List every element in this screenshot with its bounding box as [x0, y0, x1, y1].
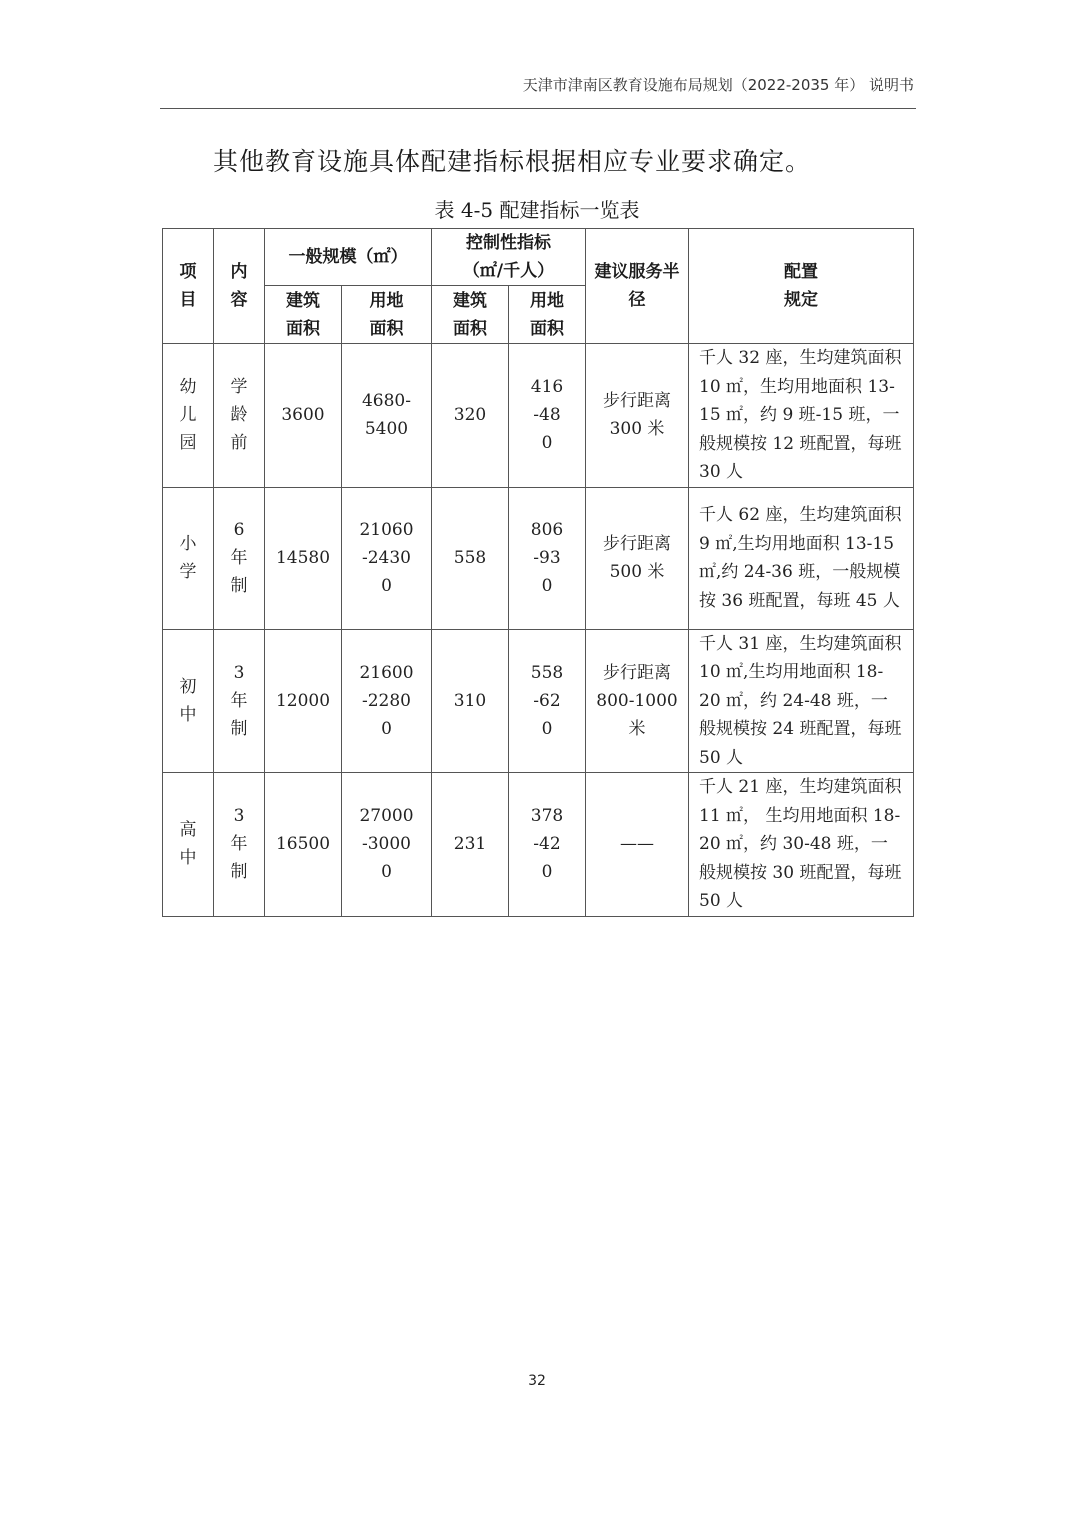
cell-scale-land: 4680-5400: [342, 344, 432, 488]
cell-item: 高中: [163, 773, 214, 917]
cell-content: 3年制: [214, 629, 265, 773]
header-scale-building-area: 建筑面积: [265, 286, 342, 344]
cell-scale-land: 21060-24300: [342, 487, 432, 629]
cell-scale-building: 14580: [265, 487, 342, 629]
table-row: [163, 487, 914, 629]
table-caption: 表 4-5 配建指标一览表: [434, 198, 640, 222]
cell-control-land: 378-420: [509, 773, 586, 917]
table-row: [163, 773, 914, 917]
header-service-radius: 建议服务半径: [586, 229, 689, 344]
header-scale-land-area: 用地面积: [342, 286, 432, 344]
header-config-rules: 配置规定: [689, 229, 914, 344]
cell-service-radius: 步行距离500 米: [586, 487, 689, 629]
allocation-index-table: [162, 228, 914, 917]
cell-content: 6年制: [214, 487, 265, 629]
cell-config-rules: 千人 32 座，生均建筑面积 10 ㎡，生均用地面积 13-15 ㎡，约 9 班-15 班，一般规模按 12 班配置，每班 30 人: [689, 344, 914, 488]
cell-config-rules: 千人 21 座，生均建筑面积 11 ㎡， 生均用地面积 18-20 ㎡，约 30-48 班，一般规模按 30 班配置，每班 50 人: [689, 773, 914, 917]
cell-content: 学龄前: [214, 344, 265, 488]
cell-scale-land: 21600-22800: [342, 629, 432, 773]
cell-scale-building: 3600: [265, 344, 342, 488]
cell-scale-land: 27000-30000: [342, 773, 432, 917]
header-control-index: 控制性指标（㎡/千人）: [432, 229, 586, 286]
cell-control-building: 558: [432, 487, 509, 629]
cell-control-land: 416-480: [509, 344, 586, 488]
intro-paragraph: 其他教育设施具体配建指标根据相应专业要求确定。: [213, 147, 812, 176]
header-general-scale: 一般规模（㎡）: [265, 229, 432, 286]
cell-control-building: 231: [432, 773, 509, 917]
table-row: [163, 629, 914, 773]
cell-content: 3年制: [214, 773, 265, 917]
document-header: 天津市津南区教育设施布局规划（2022-2035 年） 说明书: [522, 76, 914, 94]
page-number: 32: [528, 1373, 546, 1389]
header-content: 内容: [214, 229, 265, 344]
header-control-land-area: 用地面积: [509, 286, 586, 344]
header-control-building-area: 建筑面积: [432, 286, 509, 344]
cell-service-radius: 步行距离800-1000米: [586, 629, 689, 773]
cell-scale-building: 16500: [265, 773, 342, 917]
table-row: [163, 344, 914, 488]
cell-control-land: 806-930: [509, 487, 586, 629]
cell-item: 小学: [163, 487, 214, 629]
cell-scale-building: 12000: [265, 629, 342, 773]
cell-control-building: 320: [432, 344, 509, 488]
cell-control-building: 310: [432, 629, 509, 773]
cell-config-rules: 千人 62 座，生均建筑面积 9 ㎡,生均用地面积 13-15 ㎡,约 24-36 班，一般规模按 36 班配置，每班 45 人: [689, 487, 914, 629]
cell-config-rules: 千人 31 座，生均建筑面积 10 ㎡,生均用地面积 18-20 ㎡，约 24-48 班，一般规模按 24 班配置，每班 50 人: [689, 629, 914, 773]
header-divider: [160, 108, 916, 109]
cell-item: 初中: [163, 629, 214, 773]
cell-service-radius: ——: [586, 773, 689, 917]
cell-service-radius: 步行距离300 米: [586, 344, 689, 488]
header-item: 项目: [163, 229, 214, 344]
cell-item: 幼儿园: [163, 344, 214, 488]
cell-control-land: 558-620: [509, 629, 586, 773]
